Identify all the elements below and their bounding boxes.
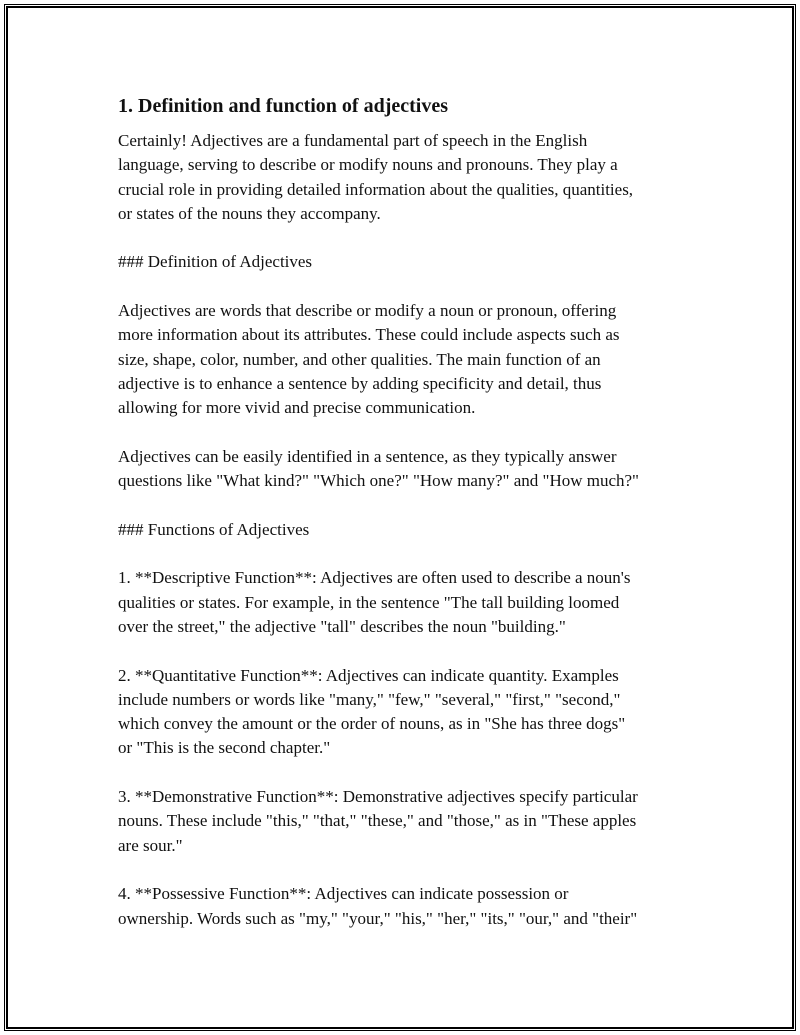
demonstrative-function-item: 3. **Demonstrative Function**: Demonstrative adjectives specify particular nouns. These include "this," "that," "these," and "those," as in "These apples are sour.": [118, 787, 638, 855]
intro-paragraph: Certainly! Adjectives are a fundamental part of speech in the English language, serving to describe or modify nouns and pronouns. They play a crucial role in providing detailed information about the qualities, quantities, or states of the nouns they accompany.: [118, 131, 634, 223]
quantitative-function-item: 2. **Quantitative Function**: Adjectives can indicate quantity. Examples include numbers or words like "many," "few," "several," "first," "second," which convey the amount or the order of nouns, as in "She has three dogs" or "This is the second chapter.": [118, 665, 626, 758]
document-body: [118, 92, 698, 955]
identification-paragraph: Adjectives can be easily identified in a sentence, as they typically answer questions like "What kind?" "Which one?" "How many?" and "How much?": [118, 446, 639, 491]
descriptive-function-item: 1. **Descriptive Function**: Adjectives are often used to describe a noun's qualities or states. For example, in the sentence "The tall building loomed over the street," the adjective "tall" describes the noun "building.": [118, 568, 631, 636]
possessive-function-item: 4. **Possessive Function**: Adjectives can indicate possession or ownership. Words such as "my," "your," "his," "her," "its," "our," and "their": [118, 884, 638, 928]
section-heading: 1. Definition and function of adjectives: [118, 95, 448, 117]
definition-paragraph: Adjectives are words that describe or modify a noun or pronoun, offering more information about its attributes. These could include aspects such as size, shape, color, number, and other qualities. The main function of an adjective is to enhance a sentence by adding specificity and detail, thus allowing for more vivid and precise communication.: [118, 301, 620, 418]
functions-subheading: ### Functions of Adjectives: [118, 519, 310, 539]
definition-subheading: ### Definition of Adjectives: [118, 252, 313, 272]
